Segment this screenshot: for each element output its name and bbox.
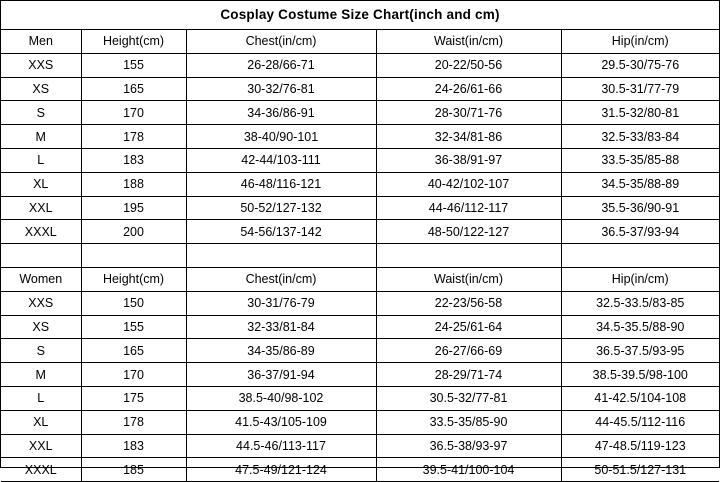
chest-cell: 46-48/116-121 bbox=[186, 172, 376, 196]
table-row bbox=[1, 339, 719, 363]
header-cell: Women bbox=[1, 267, 81, 291]
hip-cell: 33.5-35/85-88 bbox=[561, 148, 719, 172]
size-cell: S bbox=[1, 101, 81, 125]
hip-cell: 32.5-33.5/83-85 bbox=[561, 291, 719, 315]
waist-cell: 39.5-41/100-104 bbox=[376, 458, 561, 482]
waist-cell: 22-23/56-58 bbox=[376, 291, 561, 315]
waist-cell: 48-50/122-127 bbox=[376, 220, 561, 244]
spacer-cell bbox=[561, 244, 719, 268]
height-cell: 150 bbox=[81, 291, 186, 315]
size-cell: S bbox=[1, 339, 81, 363]
table-header-row-women bbox=[1, 267, 719, 291]
hip-cell: 32.5-33/83-84 bbox=[561, 125, 719, 149]
height-cell: 170 bbox=[81, 363, 186, 387]
table-row bbox=[1, 315, 719, 339]
waist-cell: 28-29/71-74 bbox=[376, 363, 561, 387]
hip-cell: 29.5-30/75-76 bbox=[561, 53, 719, 77]
height-cell: 178 bbox=[81, 410, 186, 434]
table-row bbox=[1, 148, 719, 172]
height-cell: 165 bbox=[81, 77, 186, 101]
waist-cell: 32-34/81-86 bbox=[376, 125, 561, 149]
hip-cell: 36.5-37/93-94 bbox=[561, 220, 719, 244]
chest-cell: 34-36/86-91 bbox=[186, 101, 376, 125]
chest-cell: 30-31/76-79 bbox=[186, 291, 376, 315]
hip-cell: 34.5-35.5/88-90 bbox=[561, 315, 719, 339]
waist-cell: 40-42/102-107 bbox=[376, 172, 561, 196]
table-row bbox=[1, 386, 719, 410]
waist-cell: 33.5-35/85-90 bbox=[376, 410, 561, 434]
height-cell: 175 bbox=[81, 386, 186, 410]
chest-cell: 50-52/127-132 bbox=[186, 196, 376, 220]
chart-title: Cosplay Costume Size Chart(inch and cm) bbox=[1, 1, 719, 30]
size-chart-table bbox=[1, 30, 719, 482]
table-row bbox=[1, 172, 719, 196]
hip-cell: 34.5-35/88-89 bbox=[561, 172, 719, 196]
spacer-cell bbox=[186, 244, 376, 268]
height-cell: 183 bbox=[81, 148, 186, 172]
size-cell: XS bbox=[1, 315, 81, 339]
waist-cell: 36.5-38/93-97 bbox=[376, 434, 561, 458]
table-row bbox=[1, 53, 719, 77]
header-cell: Men bbox=[1, 30, 81, 53]
table-row bbox=[1, 410, 719, 434]
hip-cell: 47-48.5/119-123 bbox=[561, 434, 719, 458]
table-row bbox=[1, 125, 719, 149]
height-cell: 165 bbox=[81, 339, 186, 363]
height-cell: 155 bbox=[81, 315, 186, 339]
table-row bbox=[1, 458, 719, 482]
size-cell: XXXL bbox=[1, 458, 81, 482]
size-cell: XXS bbox=[1, 53, 81, 77]
size-cell: XXXL bbox=[1, 220, 81, 244]
chest-cell: 38.5-40/98-102 bbox=[186, 386, 376, 410]
waist-cell: 24-26/61-66 bbox=[376, 77, 561, 101]
height-cell: 188 bbox=[81, 172, 186, 196]
hip-cell: 50-51.5/127-131 bbox=[561, 458, 719, 482]
spacer-cell bbox=[81, 244, 186, 268]
table-spacer-row bbox=[1, 244, 719, 268]
table-row bbox=[1, 220, 719, 244]
chest-cell: 34-35/86-89 bbox=[186, 339, 376, 363]
height-cell: 200 bbox=[81, 220, 186, 244]
waist-cell: 28-30/71-76 bbox=[376, 101, 561, 125]
header-cell: Hip(in/cm) bbox=[561, 267, 719, 291]
size-cell: L bbox=[1, 148, 81, 172]
chest-cell: 42-44/103-111 bbox=[186, 148, 376, 172]
table-row bbox=[1, 363, 719, 387]
table-row bbox=[1, 101, 719, 125]
waist-cell: 26-27/66-69 bbox=[376, 339, 561, 363]
hip-cell: 36.5-37.5/93-95 bbox=[561, 339, 719, 363]
waist-cell: 24-25/61-64 bbox=[376, 315, 561, 339]
header-cell: Chest(in/cm) bbox=[186, 267, 376, 291]
chest-cell: 36-37/91-94 bbox=[186, 363, 376, 387]
hip-cell: 31.5-32/80-81 bbox=[561, 101, 719, 125]
chest-cell: 47.5-49/121-124 bbox=[186, 458, 376, 482]
size-cell: L bbox=[1, 386, 81, 410]
hip-cell: 35.5-36/90-91 bbox=[561, 196, 719, 220]
header-cell: Waist(in/cm) bbox=[376, 267, 561, 291]
size-cell: M bbox=[1, 125, 81, 149]
size-cell: XXL bbox=[1, 196, 81, 220]
size-cell: XXS bbox=[1, 291, 81, 315]
height-cell: 170 bbox=[81, 101, 186, 125]
chest-cell: 38-40/90-101 bbox=[186, 125, 376, 149]
header-cell: Hip(in/cm) bbox=[561, 30, 719, 53]
waist-cell: 30.5-32/77-81 bbox=[376, 386, 561, 410]
size-cell: XXL bbox=[1, 434, 81, 458]
spacer-cell bbox=[1, 244, 81, 268]
table-row bbox=[1, 434, 719, 458]
hip-cell: 38.5-39.5/98-100 bbox=[561, 363, 719, 387]
waist-cell: 44-46/112-117 bbox=[376, 196, 561, 220]
height-cell: 185 bbox=[81, 458, 186, 482]
chest-cell: 54-56/137-142 bbox=[186, 220, 376, 244]
spacer-cell bbox=[376, 244, 561, 268]
height-cell: 178 bbox=[81, 125, 186, 149]
height-cell: 195 bbox=[81, 196, 186, 220]
height-cell: 183 bbox=[81, 434, 186, 458]
size-cell: XL bbox=[1, 172, 81, 196]
table-row bbox=[1, 291, 719, 315]
chest-cell: 32-33/81-84 bbox=[186, 315, 376, 339]
table-row bbox=[1, 196, 719, 220]
header-cell: Height(cm) bbox=[81, 267, 186, 291]
table-header-row-men bbox=[1, 30, 719, 53]
size-cell: XS bbox=[1, 77, 81, 101]
header-cell: Waist(in/cm) bbox=[376, 30, 561, 53]
waist-cell: 36-38/91-97 bbox=[376, 148, 561, 172]
chest-cell: 41.5-43/105-109 bbox=[186, 410, 376, 434]
chest-cell: 26-28/66-71 bbox=[186, 53, 376, 77]
hip-cell: 44-45.5/112-116 bbox=[561, 410, 719, 434]
header-cell: Chest(in/cm) bbox=[186, 30, 376, 53]
size-cell: M bbox=[1, 363, 81, 387]
chest-cell: 44.5-46/113-117 bbox=[186, 434, 376, 458]
hip-cell: 30.5-31/77-79 bbox=[561, 77, 719, 101]
hip-cell: 41-42.5/104-108 bbox=[561, 386, 719, 410]
table-row bbox=[1, 77, 719, 101]
height-cell: 155 bbox=[81, 53, 186, 77]
header-cell: Height(cm) bbox=[81, 30, 186, 53]
waist-cell: 20-22/50-56 bbox=[376, 53, 561, 77]
chest-cell: 30-32/76-81 bbox=[186, 77, 376, 101]
size-cell: XL bbox=[1, 410, 81, 434]
